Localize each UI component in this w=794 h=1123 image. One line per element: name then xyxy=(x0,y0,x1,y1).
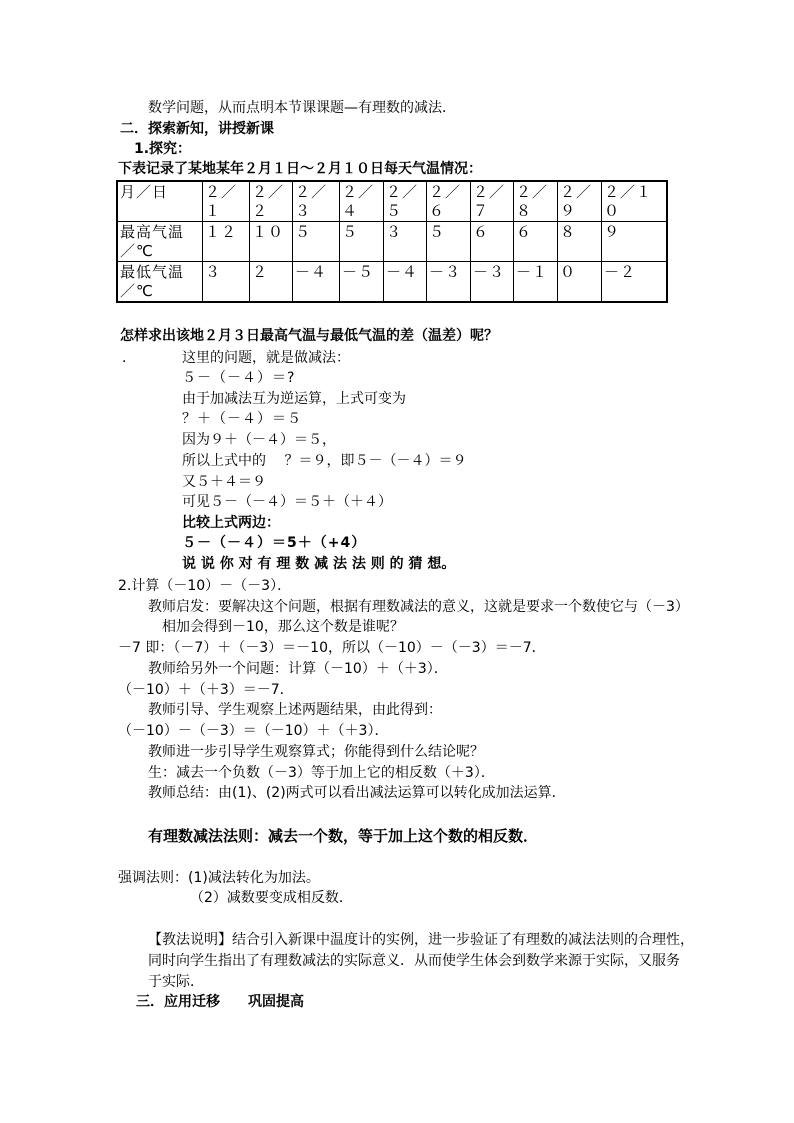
solve-line: ？＋（－４）＝５ xyxy=(182,411,302,427)
table-row-high xyxy=(117,222,667,262)
bullet-dot: . xyxy=(122,350,127,366)
compare-heading: 比较上式两边： xyxy=(182,515,280,531)
problem-line: 教师引导、学生观察上述两题结果，由此得到： xyxy=(148,702,442,718)
subtraction-rule: 有理数减法法则：减去一个数，等于加上这个数的相反数． xyxy=(148,827,539,845)
table-cell: ０ xyxy=(558,262,602,303)
table-cell: －４ xyxy=(293,262,340,303)
table-row-low xyxy=(117,262,667,303)
table-header-row xyxy=(117,181,667,222)
solve-line: 可见５－（－４）＝５＋（＋４） xyxy=(182,494,392,510)
solve-line: 由于加减法互为逆运算，上式可变为 xyxy=(182,391,406,407)
problem-line: 教师进一步引导学生观察算式；你能得到什么结论呢？ xyxy=(148,744,484,760)
table-cell: ２／５ xyxy=(384,181,427,222)
table-cell: １２ xyxy=(203,222,250,262)
problem-line: 2.计算（－10）－（－3）． xyxy=(118,578,292,594)
table-cell: ６ xyxy=(471,222,514,262)
table-cell: ２／１０ xyxy=(602,181,668,222)
solve-line: 因为９＋（－４）＝５， xyxy=(182,432,336,448)
table-cell: ２ xyxy=(250,262,293,303)
intro-line: 数学问题，从而点明本节课课题—有理数的减法． xyxy=(148,100,456,116)
table-cell: ８ xyxy=(558,222,602,262)
table-cell: ５ xyxy=(340,222,384,262)
solve-line: 又５＋４＝９ xyxy=(182,474,266,490)
table-cell: ２／８ xyxy=(514,181,558,222)
problem-line: 相加会得到－10，那么这个数是谁呢？ xyxy=(162,619,404,635)
problem-line: 教师启发：要解决这个问题，根据有理数减法的意义，这就是要求一个数使它与（－3） xyxy=(148,599,689,615)
table-cell: －３ xyxy=(471,262,514,303)
solve-line: 所以上式中的 ？＝９，即５－（－４）＝９ xyxy=(182,453,467,469)
table-cell: ５ xyxy=(427,222,471,262)
problem-line: 教师给另外一个问题：计算（－10）＋（＋3）． xyxy=(148,661,448,677)
method-note-line: 【教法说明】结合引入新课中温度计的实例，进一步验证了有理数的减法法则的合理性， xyxy=(148,932,694,948)
table-row-label: 最高气温／℃ xyxy=(117,222,203,262)
table-cell: ２／９ xyxy=(558,181,602,222)
solve-line: ５－（－４）＝? xyxy=(182,370,296,386)
problem-line: （－10）＋（＋3）＝－7． xyxy=(118,682,294,698)
question-line: 怎样求出该地２月３日最高气温与最低气温的差（温差）呢？ xyxy=(120,328,498,344)
guess-prompt: 说 说 你 对 有 理 数 减 法 法 则 的 猜 想。 xyxy=(182,556,456,572)
emphasis-line: （2）减数要变成相反数． xyxy=(190,890,353,906)
table-cell: ２／４ xyxy=(340,181,384,222)
table-cell: －４ xyxy=(384,262,427,303)
problem-line: 教师总结：由(1)、(2)两式可以看出减法运算可以转化成加法运算． xyxy=(148,785,566,801)
problem-line: －7 即：（－7）＋（－3）＝－10，所以（－10）－（－3）＝－7． xyxy=(118,640,546,656)
problem-line: （－10）－（－3）＝（－10）＋（＋3）． xyxy=(118,723,389,739)
problem-line: 生：减去一个负数（－3）等于加上它的相反数（＋3）． xyxy=(148,765,495,781)
section-2-heading: 二．探索新知，讲授新课 xyxy=(120,121,274,137)
table-cell: ６ xyxy=(514,222,558,262)
section-3-heading: 三．应用迁移 巩固提高 xyxy=(136,994,304,1010)
table-cell: ３ xyxy=(203,262,250,303)
explore-heading: 1.探究： xyxy=(134,141,192,157)
table-cell: １０ xyxy=(250,222,293,262)
table-caption: 下表记录了某地某年２月１日～２月１０日每天气温情况： xyxy=(118,161,482,177)
table-cell: ２／３ xyxy=(293,181,340,222)
table-cell: －５ xyxy=(340,262,384,303)
compare-equation: ５－（－４）＝5＋（+4） xyxy=(182,535,367,551)
table-cell: －３ xyxy=(427,262,471,303)
method-note-line: 同时向学生指出了有理数减法的实际意义．从而使学生体会到数学来源于实际，又服务 xyxy=(148,953,680,969)
table-cell: ５ xyxy=(293,222,340,262)
table-cell: ２／１ xyxy=(203,181,250,222)
table-row-label: 最低气温／℃ xyxy=(117,262,203,303)
table-cell: －２ xyxy=(602,262,668,303)
emphasis-line: 强调法则：(1)减法转化为加法。 xyxy=(118,870,320,886)
table-cell: ２／７ xyxy=(471,181,514,222)
solve-line: 这里的问题，就是做减法： xyxy=(182,350,350,366)
table-cell: ２／２ xyxy=(250,181,293,222)
table-cell: ２／６ xyxy=(427,181,471,222)
table-cell: －１ xyxy=(514,262,558,303)
table-cell: ３ xyxy=(384,222,427,262)
method-note-line: 于实际． xyxy=(148,974,204,990)
table-cell: ９ xyxy=(602,222,668,262)
table-cell: 月／日 xyxy=(117,181,203,222)
temperature-table xyxy=(116,180,668,303)
